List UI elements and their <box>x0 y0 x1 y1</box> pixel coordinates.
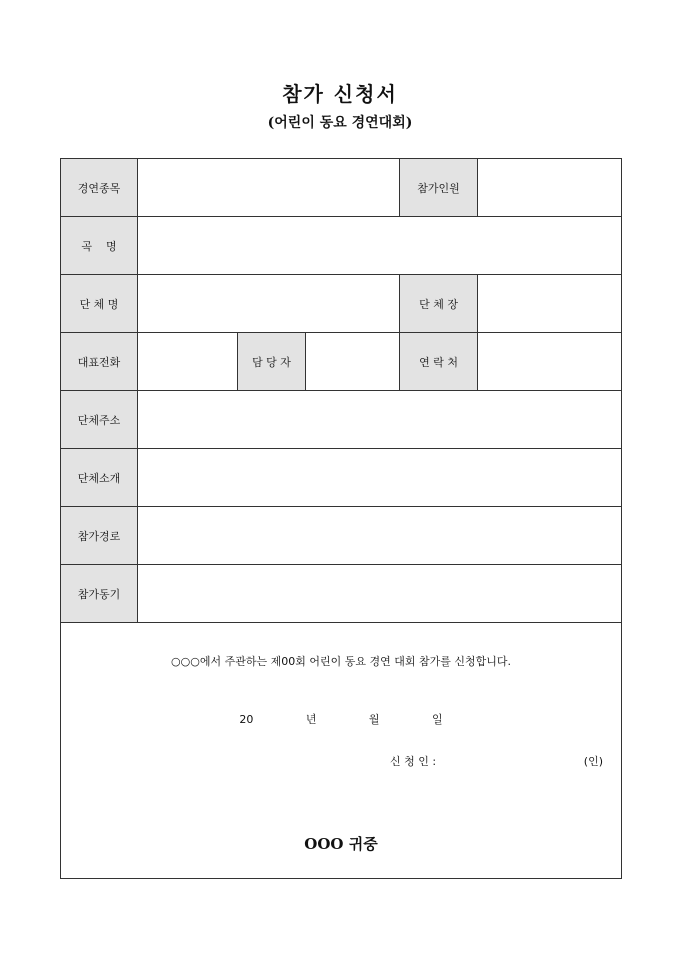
date-line: 20 년 월 일 <box>239 713 443 726</box>
row-group <box>61 275 622 333</box>
rep-phone-field[interactable] <box>138 333 238 391</box>
contact-label: 연 락 처 <box>400 333 478 391</box>
row-intro <box>61 449 622 507</box>
song-label: 곡 명 <box>61 217 138 275</box>
route-label: 참가경로 <box>61 507 138 565</box>
form-subtitle: (어린이 동요 경연대회) <box>267 115 413 131</box>
row-route <box>61 507 622 565</box>
participants-field[interactable] <box>478 159 622 217</box>
row-footer <box>61 623 622 879</box>
declaration-text: ○○○에서 주관하는 제00회 어린이 동요 경연 대회 참가를 신청합니다. <box>171 655 511 668</box>
recipient-line: OOO 귀중 <box>304 835 378 853</box>
participants-label: 참가인원 <box>400 159 478 217</box>
category-label: 경연종목 <box>61 159 138 217</box>
row-contact <box>61 333 622 391</box>
group-leader-label: 단 체 장 <box>400 275 478 333</box>
manager-label: 담 당 자 <box>238 333 306 391</box>
route-field[interactable] <box>138 507 622 565</box>
application-form-table <box>60 158 622 879</box>
address-field[interactable] <box>138 391 622 449</box>
song-field[interactable] <box>138 217 622 275</box>
manager-field[interactable] <box>306 333 400 391</box>
motive-field[interactable] <box>138 565 622 623</box>
applicant-label: 신 청 인 : <box>390 755 437 768</box>
motive-label: 참가동기 <box>61 565 138 623</box>
address-label: 단체주소 <box>61 391 138 449</box>
rep-phone-label: 대표전화 <box>61 333 138 391</box>
intro-label: 단체소개 <box>61 449 138 507</box>
group-name-field[interactable] <box>138 275 400 333</box>
row-motive <box>61 565 622 623</box>
group-name-label: 단 체 명 <box>61 275 138 333</box>
category-field[interactable] <box>138 159 400 217</box>
contact-field[interactable] <box>478 333 622 391</box>
group-leader-field[interactable] <box>478 275 622 333</box>
declaration-cell <box>61 623 622 879</box>
intro-field[interactable] <box>138 449 622 507</box>
seal-mark: (인) <box>583 755 604 768</box>
row-category <box>61 159 622 217</box>
row-song <box>61 217 622 275</box>
row-address <box>61 391 622 449</box>
form-title: 참가 신청서 <box>282 82 398 106</box>
